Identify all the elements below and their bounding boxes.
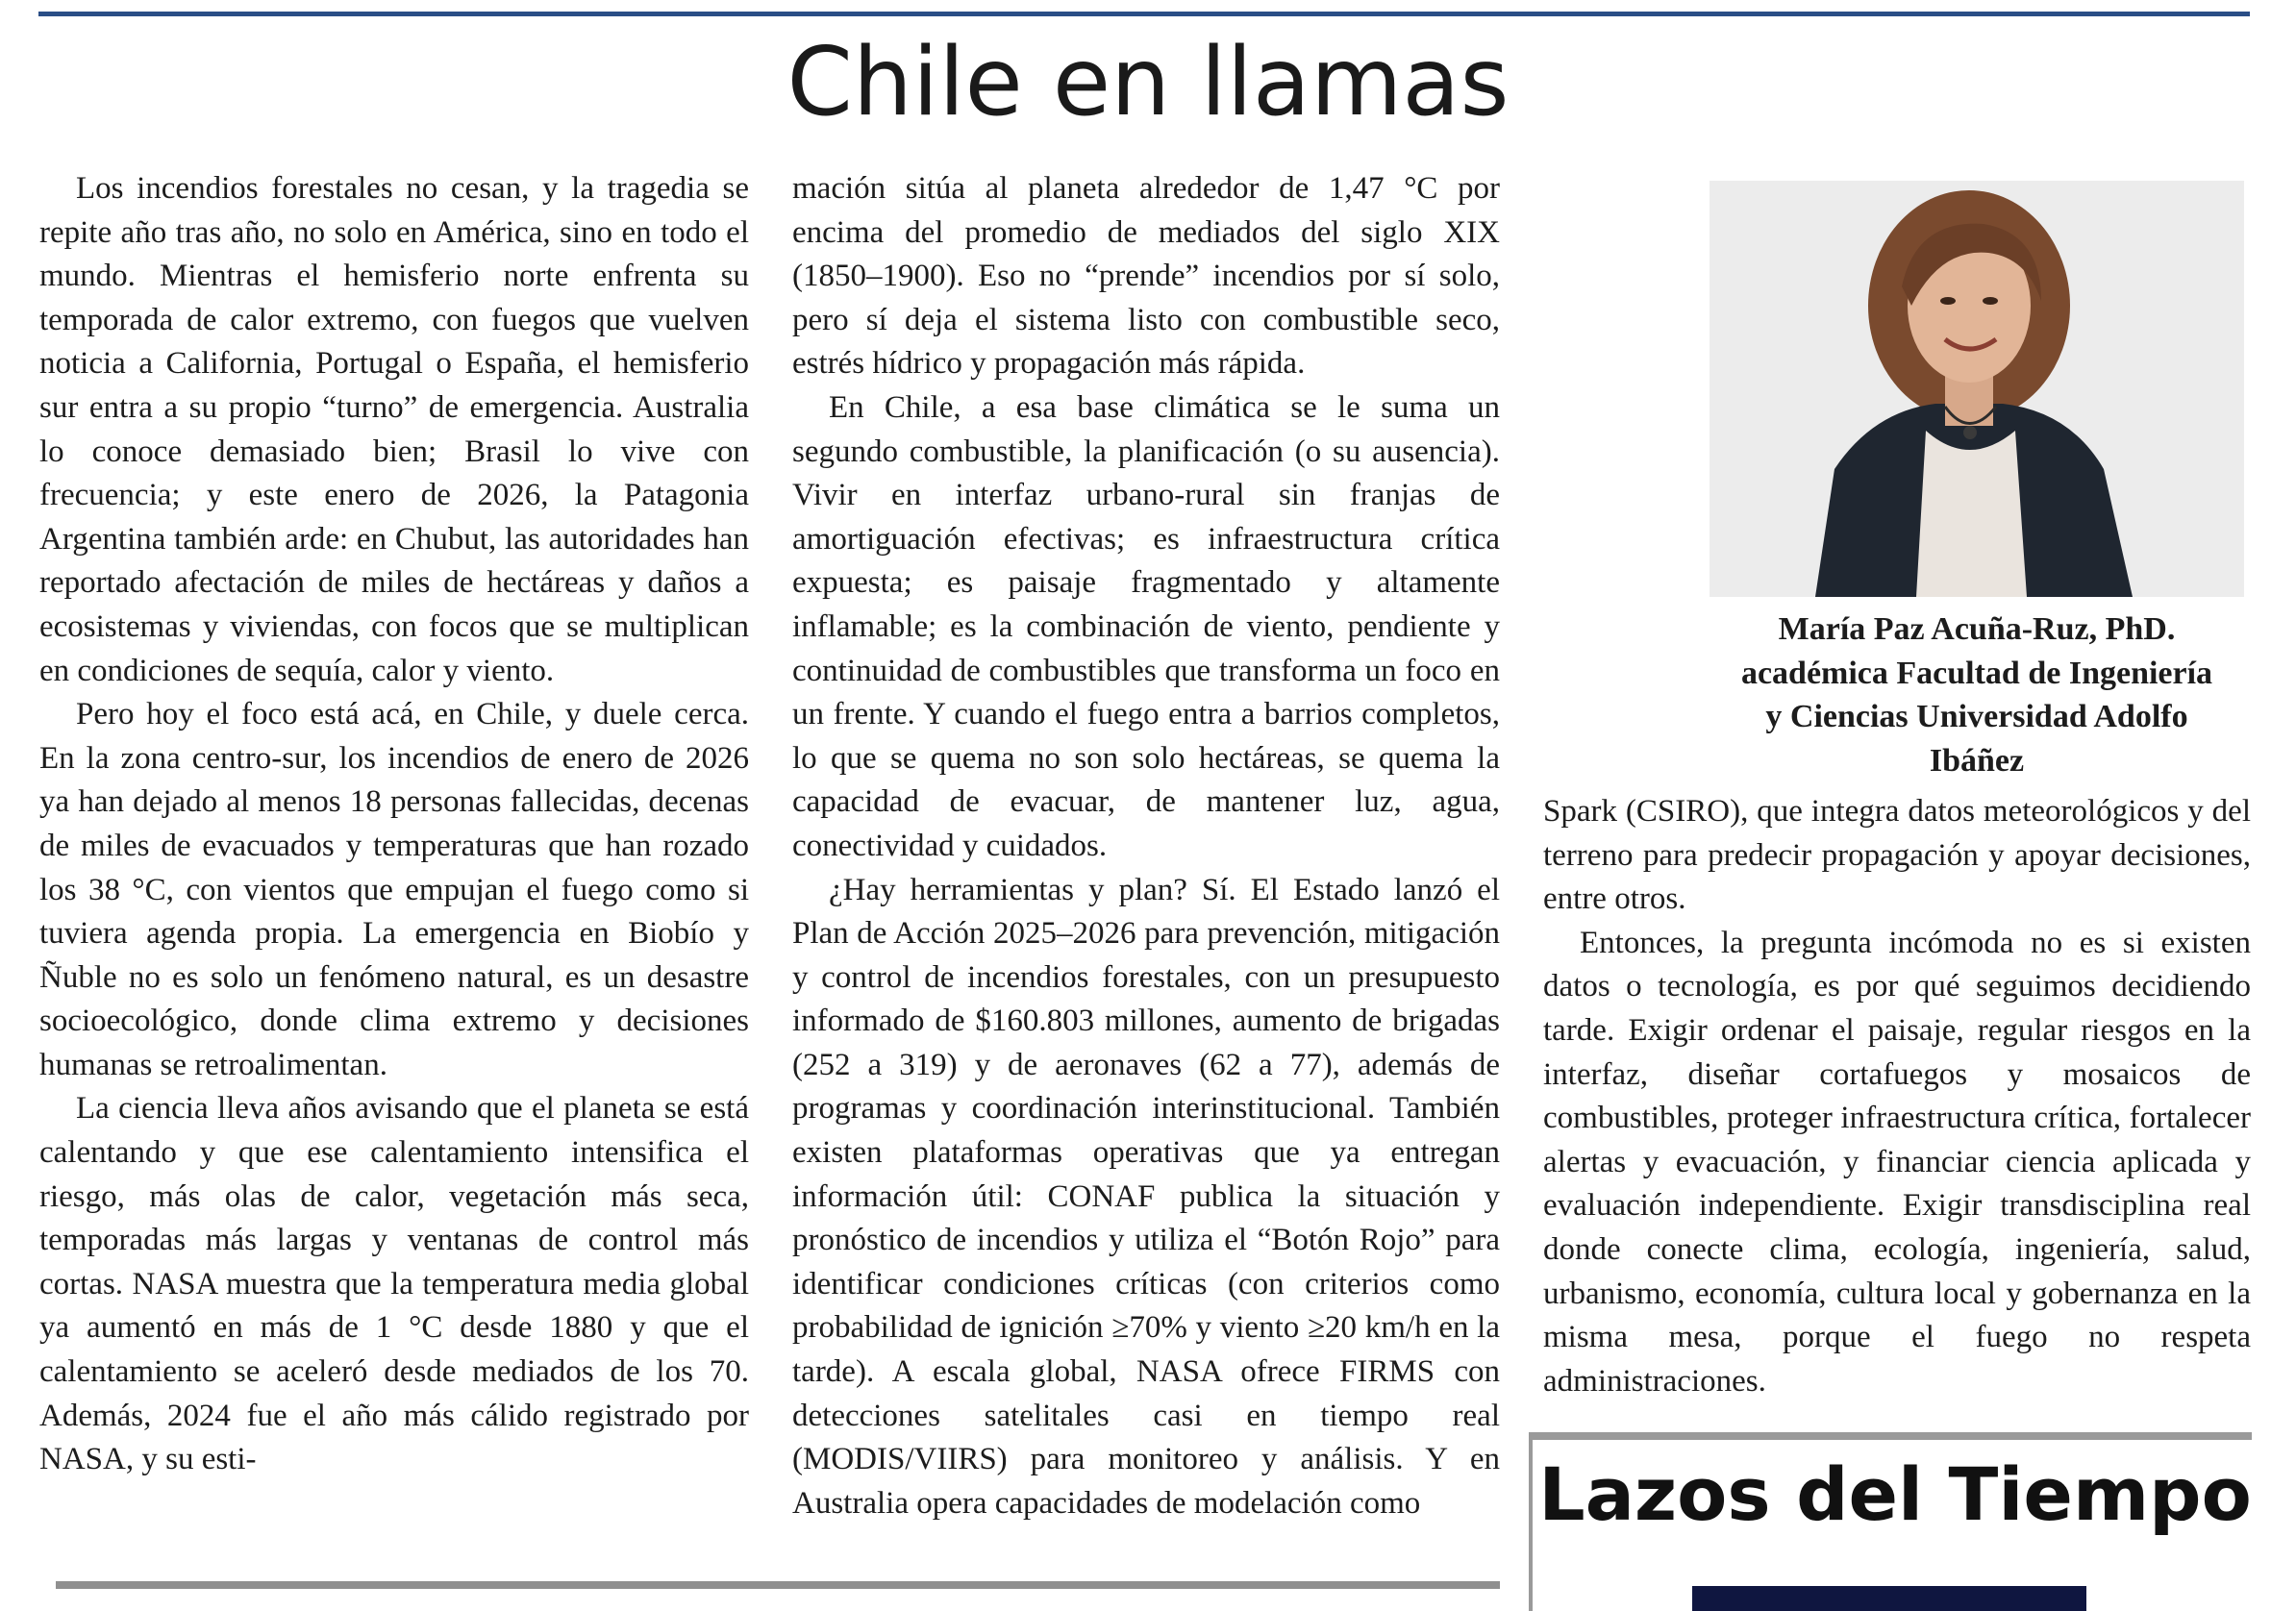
next-section-title: Lazos del Tiempo bbox=[1538, 1451, 2252, 1537]
column-bottom-rule bbox=[56, 1581, 1500, 1589]
author-caption bbox=[1702, 607, 2252, 782]
paragraph-continuation: mación sitúa al planeta alrededor de 1,47 °C por encima del promedio de mediados del siglo XIX (1850–1900). Eso no “prende” incendios por sí solo, pero sí deja el sistema listo con combustible seco, estrés hídrico y propagación más rápida. bbox=[792, 171, 1500, 382]
author-affiliation-line: académica Facultad de Ingeniería bbox=[1740, 655, 2213, 691]
masthead-rule bbox=[38, 12, 2250, 16]
author-affiliation-line: y Ciencias Universidad Adolfo bbox=[1765, 699, 2188, 735]
article-column-1 bbox=[39, 167, 749, 1482]
paragraph: Los incendios forestales no cesan, y la tragedia se repite año tras año, no solo en América, sino en todo el mundo. Mientras el hemisferio norte enfrenta su temporada de calor extremo, con fuegos que vuelven noticia a California, Portugal o España, el hemisferio sur entra a su propio “turno” de emergencia. Australia lo conoce demasiado bien; Brasil lo vive con frecuencia; y este enero de 2026, la Patagonia Argentina también arde: en Chubut, las autoridades han reportado afectación de miles de hectáreas y daños a ecosistemas y viviendas, con focos que se multiplican en condiciones de sequía, calor y viento. bbox=[39, 171, 749, 688]
author-photo bbox=[1710, 181, 2244, 597]
paragraph: La ciencia lleva años avisando que el planeta se está calentando y que ese calentamiento intensifica el riesgo, más olas de calor, vegetación más seca, temporadas más largas y ventanas de control más cortas. NASA muestra que la temperatura media global ya aumentó en más de 1 °C desde 1880 y que el calentamiento se aceleró desde mediados de los 70. Además, 2024 fue el año más cálido registrado por NASA, y su esti- bbox=[39, 1091, 749, 1477]
paragraph: Pero hoy el foco está acá, en Chile, y duele cerca. En la zona centro-sur, los incendios de enero de 2026 ya han dejado al menos 18 personas fallecidas, decenas de miles de evacuados y temperaturas que han rozado los 38 °C, con vientos que empujan el fuego como si tuviera agenda propia. La emergencia en Biobío y Ñuble no es solo un fenómeno natural, es un desastre socioecológico, donde clima extremo y decisiones humanas se retroalimentan. bbox=[39, 697, 749, 1082]
author-affiliation-line: Ibáñez bbox=[1929, 742, 2025, 779]
headline: Chile en llamas bbox=[786, 28, 1510, 137]
section-divider-vertical bbox=[1529, 1432, 1533, 1611]
paragraph-continuation: Spark (CSIRO), que integra datos meteorológicos y del terreno para predecir propagación y apoyar decisiones, entre otros. bbox=[1543, 794, 2251, 917]
paragraph: En Chile, a esa base climática se le suma un segundo combustible, la planificación (o su ausencia). Vivir en interfaz urbano-rural sin franjas de amortiguación efectivas; es infraestructura crítica expuesta; es paisaje fragmentado y altamente inflamable; es la combinación de viento, pendiente y continuidad de combustibles que transforma un foco en un frente. Y cuando el fuego entra a barrios completos, lo que se quema no son solo hectáreas, se quema la capacidad de evacuar, de mantener luz, agua, conectividad y cuidados. bbox=[792, 389, 1500, 863]
article-column-2 bbox=[792, 167, 1500, 1525]
author-name: María Paz Acuña-Ruz, PhD. bbox=[1778, 611, 2176, 647]
section-divider-rule bbox=[1529, 1432, 2252, 1440]
paragraph: Entonces, la pregunta incómoda no es si existen datos o tecnología, es por qué seguimos decidiendo tarde. Exigir ordenar el paisaje, regular riesgos en la interfaz, diseñar cortafuegos y mosaicos de combustibles, proteger infraestructura crítica, fortalecer alertas y evacuación, y financiar ciencia aplicada y evaluación independiente. Exigir transdisciplina real donde conecte clima, ecología, ingeniería, salud, urbanismo, economía, cultura local y gobernanza en la misma mesa, porque el fuego no respeta administraciones. bbox=[1543, 925, 2251, 1399]
article-column-3 bbox=[1543, 790, 2251, 1403]
paragraph: ¿Hay herramientas y plan? Sí. El Estado lanzó el Plan de Acción 2025–2026 para prevención, mitigación y control de incendios forestales, con un presupuesto informado de $160.803 millones, aumento de brigadas (252 a 319) y de aeronaves (62 a 77), además de programas y coordinación interinstitucional. También existen plataformas operativas que ya entregan información útil: CONAF publica la situación y pronóstico de incendios y utiliza el “Botón Rojo” para identificar condiciones críticas (con criterios como probabilidad de ignición ≥70% y viento ≥20 km/h en la tarde). A escala global, NASA ofrece FIRMS con detecciones satelitales casi en tiempo real (MODIS/VIIRS) para monitoreo y análisis. Y en Australia opera capacidades de modelación como bbox=[792, 872, 1500, 1521]
masthead-strip bbox=[38, 0, 2250, 12]
next-section-image bbox=[1692, 1586, 2086, 1611]
